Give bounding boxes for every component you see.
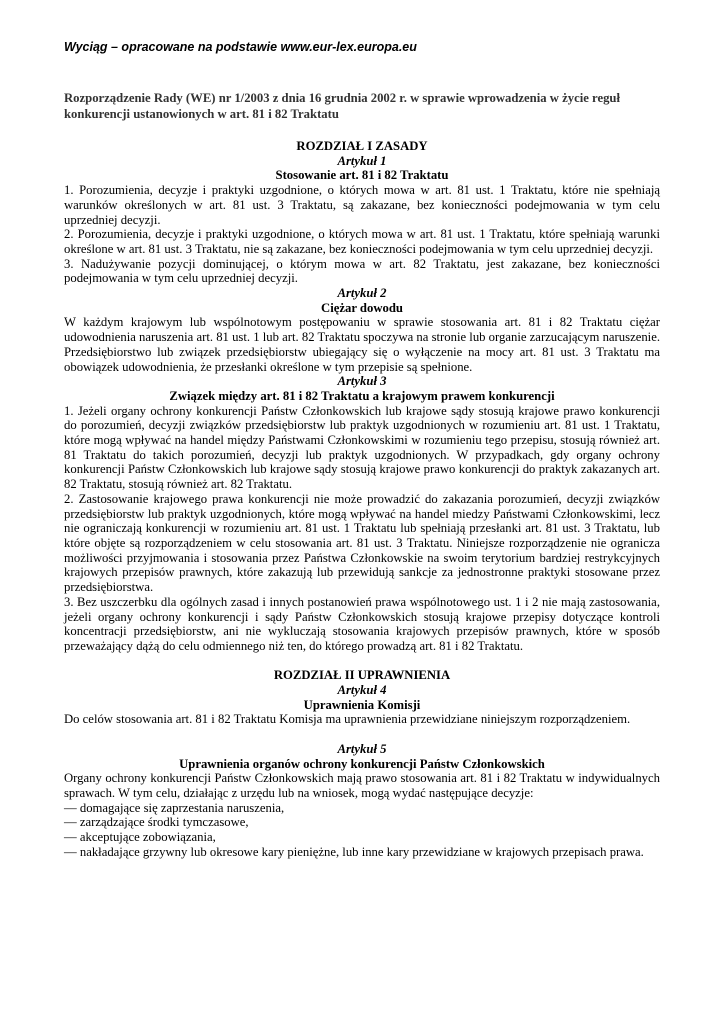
art-5-paragraph-1: Organy ochrony konkurencji Państw Członkowskich mają prawo stosowania art. 81 i 82 Traktatu w indywidualnych sprawach. W tym celu, działając z urzędu lub na wniosek, mogą wydać następujące decyzje: <box>64 771 660 800</box>
art-3-title: Związek między art. 81 i 82 Traktatu a krajowym prawem konkurencji <box>169 388 555 403</box>
art-2-paragraph-1: W każdym krajowym lub wspólnotowym postępowaniu w sprawie stosowania art. 81 i 82 Traktatu ciężar udowodnienia naruszenia art. 81 ust. 1 lub art. 82 Traktatu spoczywa na stronie lub organie zarzucającym naruszenie. Przedsiębiorstwo lub związek przedsiębiorstw ubiegający się o wyłączenie na mocy art. 81 ust. 3 Traktatu ma obowiązek udowodnienia, że przesłanki określone w tym przepisie są spełnione. <box>64 315 660 374</box>
list-item: — domagające się zaprzestania naruszenia, <box>64 800 285 815</box>
art-5-title: Uprawnienia organów ochrony konkurencji Państw Członkowskich <box>179 756 545 771</box>
art-1-paragraph-2: 2. Porozumienia, decyzje i praktyki uzgodnione, o których mowa w art. 81 ust. 1 Traktatu, które spełniają warunki określone w art. 81 ust. 3 Traktatu, nie są zakazane, bez konieczności podejmowania w tym celu uprzedniej decyzji. <box>64 227 660 256</box>
art-4-paragraph-1: Do celów stosowania art. 81 i 82 Traktatu Komisja ma uprawnienia przewidziane niniejszym rozporządzeniem. <box>64 712 631 727</box>
art-5-label: Artykuł 5 <box>337 741 387 756</box>
document-body <box>64 139 660 859</box>
art-4-title: Uprawnienia Komisji <box>303 697 421 712</box>
section-spacer <box>64 654 660 669</box>
section-spacer <box>64 727 660 742</box>
art-1-label: Artykuł 1 <box>337 153 387 168</box>
art-2-title: Ciężar dowodu <box>321 300 403 315</box>
chapter-1-heading: ROZDZIAŁ I ZASADY <box>296 139 428 153</box>
art-3-paragraph-3: 3. Bez uszczerbku dla ogólnych zasad i innych postanowień prawa wspólnotowego ust. 1 i 2 nie mają zastosowania, jeżeli organy ochrony konkurencji i sądy Państw Członkowskich stosują krajowe przepisy dotyczące kontroli koncentracji przedsiębiorstw, ani nie wykluczają stosowania krajowych przepisów prawnych, które w sposób przeważający dążą do celu odmiennego niż ten, do którego prowadzą art. 81 i 82 Traktatu. <box>64 594 660 653</box>
regulation-title: Rozporządzenie Rady (WE) nr 1/2003 z dnia 16 grudnia 2002 r. w sprawie wprowadzenia w życie reguł konkurencji ustanowionych w art. 81 i 82 Traktatu <box>64 91 621 121</box>
page-header: Wyciąg – opracowane na podstawie www.eur-lex.europa.eu <box>64 40 417 54</box>
art-3-paragraph-2: 2. Zastosowanie krajowego prawa konkurencji nie może prowadzić do zakazania porozumień, decyzji związków przedsiębiorstw lub praktyk uzgodnionych, które mogą wpływać na handel miedzy Państwami Członkowskimi, lecz nie ograniczają konkurencji w rozumieniu art. 81 ust. 1 Traktatu lub spełniają przesłanki art. 81 ust. 3 Traktatu, lub które objęte są rozporządzeniem w celu stosowania art. 81 ust. 3 Traktatu. Niniejsze rozporządzenie nie ogranicza możliwości przyjmowania i stosowania przez Państwa Członkowskie na swoim terytorium bardziej restrykcyjnych krajowych przepisów prawnych, które zakazują lub przewidują sankcje za jednostronne praktyki stosowane przez przedsiębiorstwa. <box>64 491 660 595</box>
list-item: — zarządzające środki tymczasowe, <box>64 815 249 830</box>
art-1-title: Stosowanie art. 81 i 82 Traktatu <box>275 168 449 183</box>
list-item: — akceptujące zobowiązania, <box>64 830 216 845</box>
list-item: — nakładające grzywny lub okresowe kary pieniężne, lub inne kary przewidziane w krajowych przepisach prawa. <box>64 844 644 859</box>
art-4-label: Artykuł 4 <box>337 683 387 697</box>
art-2-label: Artykuł 2 <box>337 286 387 301</box>
art-1-paragraph-1: 1. Porozumienia, decyzje i praktyki uzgodnione, o których mowa w art. 81 ust. 1 Traktatu, które nie spełniają warunków określonych w art. 81 ust. 3 Traktatu, są zakazane, bez konieczności podejmowania w tym celu uprzedniej decyzji. <box>64 183 660 227</box>
art-1-paragraph-3: 3. Nadużywanie pozycji dominującej, o którym mowa w art. 82 Traktatu, jest zakazane, bez konieczności podejmowania w tym celu uprzedniej decyzji. <box>64 256 660 286</box>
art-3-label: Artykuł 3 <box>337 374 387 389</box>
art-3-paragraph-1: 1. Jeżeli organy ochrony konkurencji Państw Członkowskich lub krajowe sądy stosują krajowe prawo konkurencji do porozumień, decyzji związków przedsiębiorstw lub praktyk uzgodnionych w rozumieniu art. 81 ust. 1 Traktatu, które mogą wpływać na handel między Państwami Członkowskimi w rozumieniu tego przepisu, stosują również art. 81 Traktatu do takich porozumień, decyzji lub praktyk uzgodnionych. W przypadkach, gdy organy ochrony konkurencji Państw Członkowskich lub krajowe sądy stosują krajowe prawo konkurencji do praktyk zakazanych art. 82 Traktatu, stosują również art. 82 Traktatu. <box>64 403 660 492</box>
chapter-2-heading: ROZDZIAŁ II UPRAWNIENIA <box>273 668 451 683</box>
